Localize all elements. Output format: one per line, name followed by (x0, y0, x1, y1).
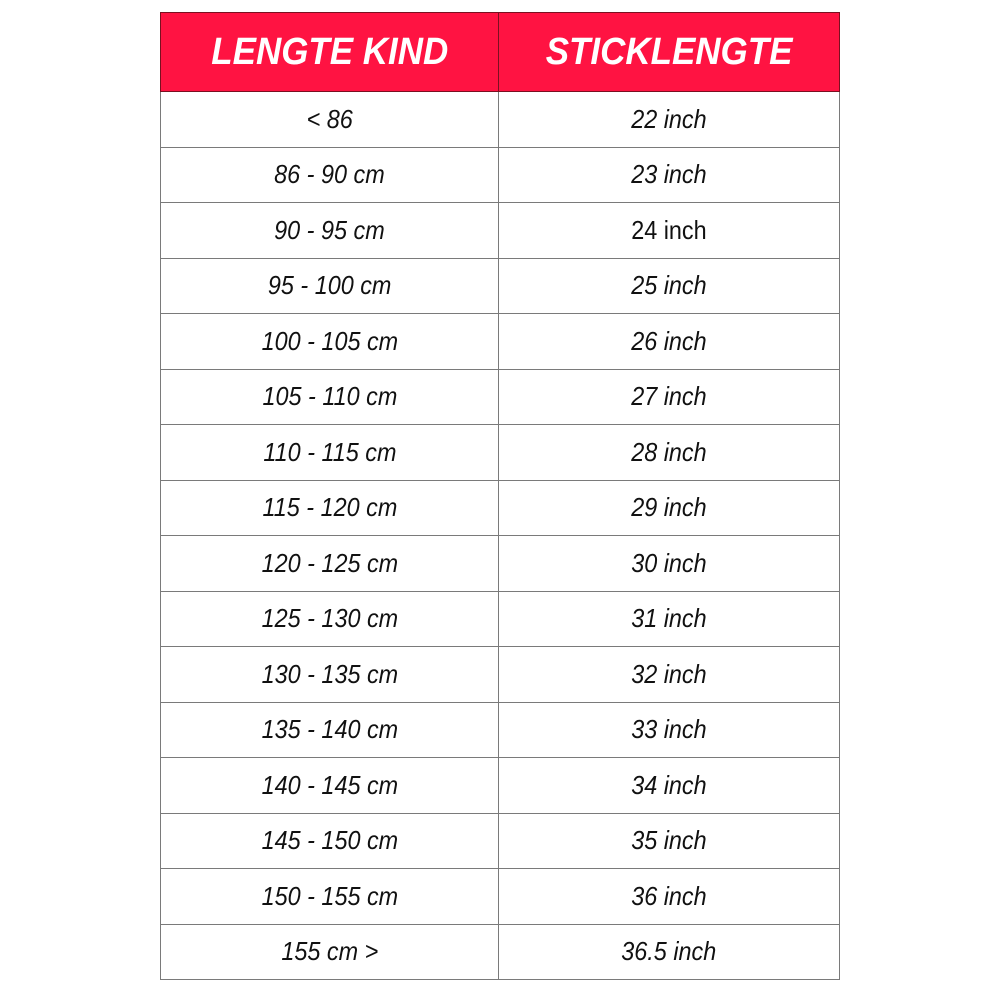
child-length-cell: 130 - 135 cm (161, 647, 499, 703)
stick-length-cell: 36.5 inch (499, 924, 840, 980)
child-length-cell: 140 - 145 cm (161, 758, 499, 814)
stick-length-cell: 25 inch (499, 258, 840, 314)
child-length-cell: 90 - 95 cm (161, 203, 499, 259)
table-row (161, 869, 840, 925)
child-length-cell: 125 - 130 cm (161, 591, 499, 647)
stick-length-cell: 36 inch (499, 869, 840, 925)
table-row (161, 647, 840, 703)
stick-length-cell: 31 inch (499, 591, 840, 647)
child-length-cell: 110 - 115 cm (161, 425, 499, 481)
table-row (161, 924, 840, 980)
table-row (161, 536, 840, 592)
table-body (161, 92, 840, 980)
table-row (161, 258, 840, 314)
stick-length-cell: 26 inch (499, 314, 840, 370)
size-chart-table (160, 12, 840, 980)
child-length-cell: 150 - 155 cm (161, 869, 499, 925)
stick-length-cell: 30 inch (499, 536, 840, 592)
table-row (161, 591, 840, 647)
child-length-cell: 86 - 90 cm (161, 147, 499, 203)
table-row (161, 369, 840, 425)
table-row (161, 425, 840, 481)
stick-length-cell: 34 inch (499, 758, 840, 814)
child-length-cell: < 86 (161, 92, 499, 148)
table-row (161, 92, 840, 148)
child-length-cell: 105 - 110 cm (161, 369, 499, 425)
stick-length-cell: 27 inch (499, 369, 840, 425)
table-row (161, 480, 840, 536)
stick-length-cell: 28 inch (499, 425, 840, 481)
child-length-cell: 145 - 150 cm (161, 813, 499, 869)
column-header-stick-length: STICKLENGTE (499, 13, 840, 92)
stick-length-cell: 35 inch (499, 813, 840, 869)
table-row (161, 813, 840, 869)
table-row (161, 314, 840, 370)
table-row (161, 147, 840, 203)
table-row (161, 702, 840, 758)
table-row (161, 203, 840, 259)
stick-length-cell: 32 inch (499, 647, 840, 703)
stick-length-cell: 22 inch (499, 92, 840, 148)
child-length-cell: 100 - 105 cm (161, 314, 499, 370)
table-header (161, 13, 840, 92)
stick-length-cell: 29 inch (499, 480, 840, 536)
child-length-cell: 135 - 140 cm (161, 702, 499, 758)
table-row (161, 758, 840, 814)
child-length-cell: 95 - 100 cm (161, 258, 499, 314)
column-header-child-length: LENGTE KIND (161, 13, 499, 92)
stick-length-cell: 23 inch (499, 147, 840, 203)
child-length-cell: 115 - 120 cm (161, 480, 499, 536)
child-length-cell: 155 cm > (161, 924, 499, 980)
stick-length-cell: 33 inch (499, 702, 840, 758)
child-length-cell: 120 - 125 cm (161, 536, 499, 592)
stick-length-cell: 24 inch (499, 203, 840, 259)
